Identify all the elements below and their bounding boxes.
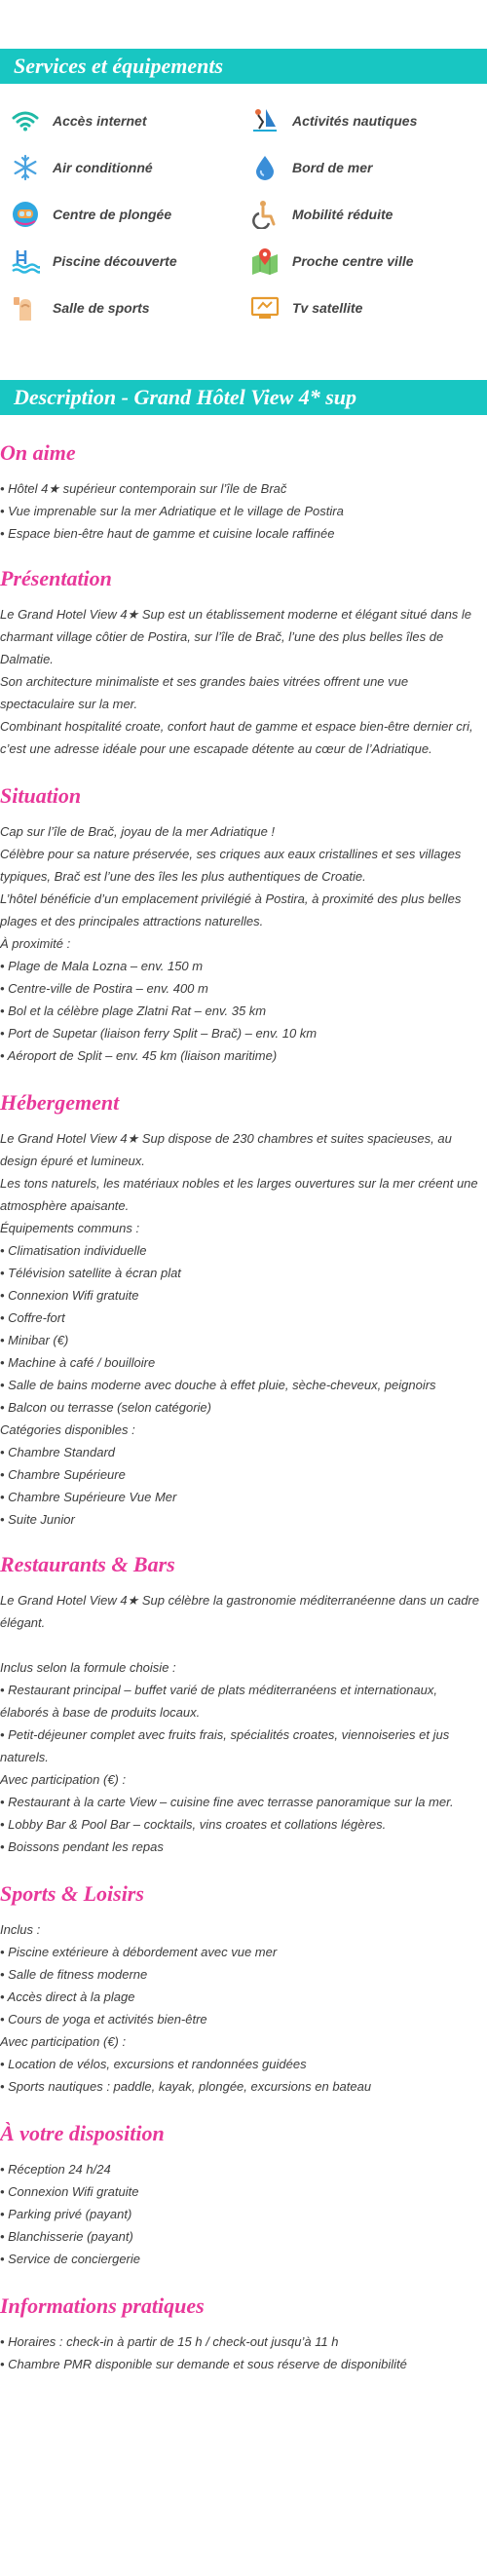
service-item <box>244 238 477 284</box>
section-body: Le Grand Hotel View 4★ Sup est un établissement moderne et élégant situé dans le charmant village côtier de Postira, sur l’île de Brač, l’une des plus belles îles de Dalmatie. Son architecture minimaliste et ses grandes baies vitrées offrent une vue spectaculaire sur la mer. Combinant hospitalité croate, confort haut de gamme et espace bien-être dernier cri, c’est une adresse idéale pour une escapade détente au cœur de l’Adriatique. <box>0 607 473 756</box>
service-label: Proche centre ville <box>292 253 414 269</box>
service-item <box>10 284 244 331</box>
service-label: Tv satellite <box>292 300 363 316</box>
map-pin-icon <box>249 247 281 275</box>
service-label: Accès internet <box>53 113 147 129</box>
section-sports <box>0 1879 487 2098</box>
pool-icon <box>10 247 41 275</box>
snowflake-icon <box>10 154 41 181</box>
section-body: Le Grand Hotel View 4★ Sup célèbre la gastronomie méditerranéenne dans un cadre élégant. Inclus selon la formule choisie : • Restaurant principal – buffet varié de plats méditerranéens et internationaux, élaborés à base de produits locaux. • Petit-déjeuner complet avec fruits frais, spécialités croates, viennoiseries et jus naturels. Avec participation (€) : • Restaurant à la carte View – cuisine fine avec terrasse panoramique sur la mer. • Lobby Bar & Pool Bar – cocktails, vins croates et collations légères. • Boissons pendant les repas <box>0 1593 479 1854</box>
dumbbell-icon <box>10 294 41 322</box>
service-label: Air conditionné <box>53 160 153 175</box>
services-grid <box>0 84 487 337</box>
diving-icon <box>10 201 41 228</box>
section-heading: On aime <box>0 440 76 465</box>
services-title: Services et équipements <box>0 49 487 84</box>
service-item <box>244 97 477 144</box>
section-on-aime <box>0 438 487 545</box>
wheelchair-icon <box>249 201 281 228</box>
section-heading: Situation <box>0 783 82 808</box>
section-disposition <box>0 2119 487 2270</box>
service-item <box>244 284 477 331</box>
service-label: Piscine découverte <box>53 253 177 269</box>
section-body: Le Grand Hotel View 4★ Sup dispose de 230 chambres et suites spacieuses, au design épuré et lumineux. Les tons naturels, les matériaux nobles et les larges ouvertures sur la mer créent une atmosphère apaisante. Équipements communs : • Climatisation individuelle • Télévision satellite à écran plat • Connexion Wifi gratuite • Coffre-fort • Minibar (€) • Machine à café / bouilloire • Salle de bains moderne avec douche à effet pluie, sèche-cheveux, peignoirs • Balcon ou terrasse (selon catégorie) Catégories disponibles : • Chambre Standard • Chambre Supérieure • Chambre Supérieure Vue Mer • Suite Junior <box>0 1131 478 1527</box>
section-infos-pratiques <box>0 2292 487 2375</box>
service-item <box>10 97 244 144</box>
section-heading: Sports & Loisirs <box>0 1881 144 1906</box>
service-label: Activités nautiques <box>292 113 418 129</box>
sailing-icon <box>249 107 281 134</box>
section-heading: Présentation <box>0 566 112 590</box>
description-title: Description - Grand Hôtel View 4* sup <box>0 380 487 415</box>
section-restaurants <box>0 1550 487 1858</box>
service-label: Salle de sports <box>53 300 150 316</box>
wifi-icon <box>10 107 41 134</box>
services-section <box>0 0 487 337</box>
service-item <box>244 191 477 238</box>
section-heading: Informations pratiques <box>0 2293 205 2318</box>
service-item <box>10 191 244 238</box>
section-heading: À votre disposition <box>0 2121 165 2145</box>
service-label: Mobilité réduite <box>292 207 393 222</box>
section-body: • Hôtel 4★ supérieur contemporain sur l’île de Brač • Vue imprenable sur la mer Adriatique et le village de Postira • Espace bien-être haut de gamme et cuisine locale raffinée <box>0 481 344 541</box>
section-body: • Horaires : check-in à partir de 15 h / check-out jusqu’à 11 h • Chambre PMR disponible sur demande et sous réserve de disponibilité <box>0 2334 407 2371</box>
section-presentation <box>0 564 487 760</box>
description-section <box>0 337 487 2375</box>
section-body: Cap sur l’île de Brač, joyau de la mer Adriatique ! Célèbre pour sa nature préservée, ses criques aux eaux cristallines et ses villages typiques, Brač est l’une des îles les plus authentiques de Croatie. L’hôtel bénéficie d’un emplacement privilégié à Postira, à proximité des plus belles plages et des principales attractions naturelles. À proximité : • Plage de Mala Lozna – env. 150 m • Centre-ville de Postira – env. 400 m • Bol et la célèbre plage Zlatni Rat – env. 35 km • Port de Supetar (liaison ferry Split – Brač) – env. 10 km • Aéroport de Split – env. 45 km (liaison maritime) <box>0 824 462 1063</box>
section-body: Inclus : • Piscine extérieure à débordement avec vue mer • Salle de fitness moderne • Accès direct à la plage • Cours de yoga et activités bien-être Avec participation (€) : • Location de vélos, excursions et randonnées guidées • Sports nautiques : paddle, kayak, plongée, excursions en bateau <box>0 1922 372 2094</box>
section-situation <box>0 781 487 1067</box>
section-heading: Hébergement <box>0 1090 120 1115</box>
section-hebergement <box>0 1088 487 1531</box>
section-heading: Restaurants & Bars <box>0 1552 175 1576</box>
service-label: Centre de plongée <box>53 207 172 222</box>
water-drop-icon <box>249 154 281 181</box>
service-item <box>10 238 244 284</box>
section-body: • Réception 24 h/24 • Connexion Wifi gratuite • Parking privé (payant) • Blanchisserie (payant) • Service de conciergerie <box>0 2162 141 2266</box>
service-label: Bord de mer <box>292 160 373 175</box>
tv-icon <box>249 294 281 322</box>
service-item <box>244 144 477 191</box>
service-item <box>10 144 244 191</box>
